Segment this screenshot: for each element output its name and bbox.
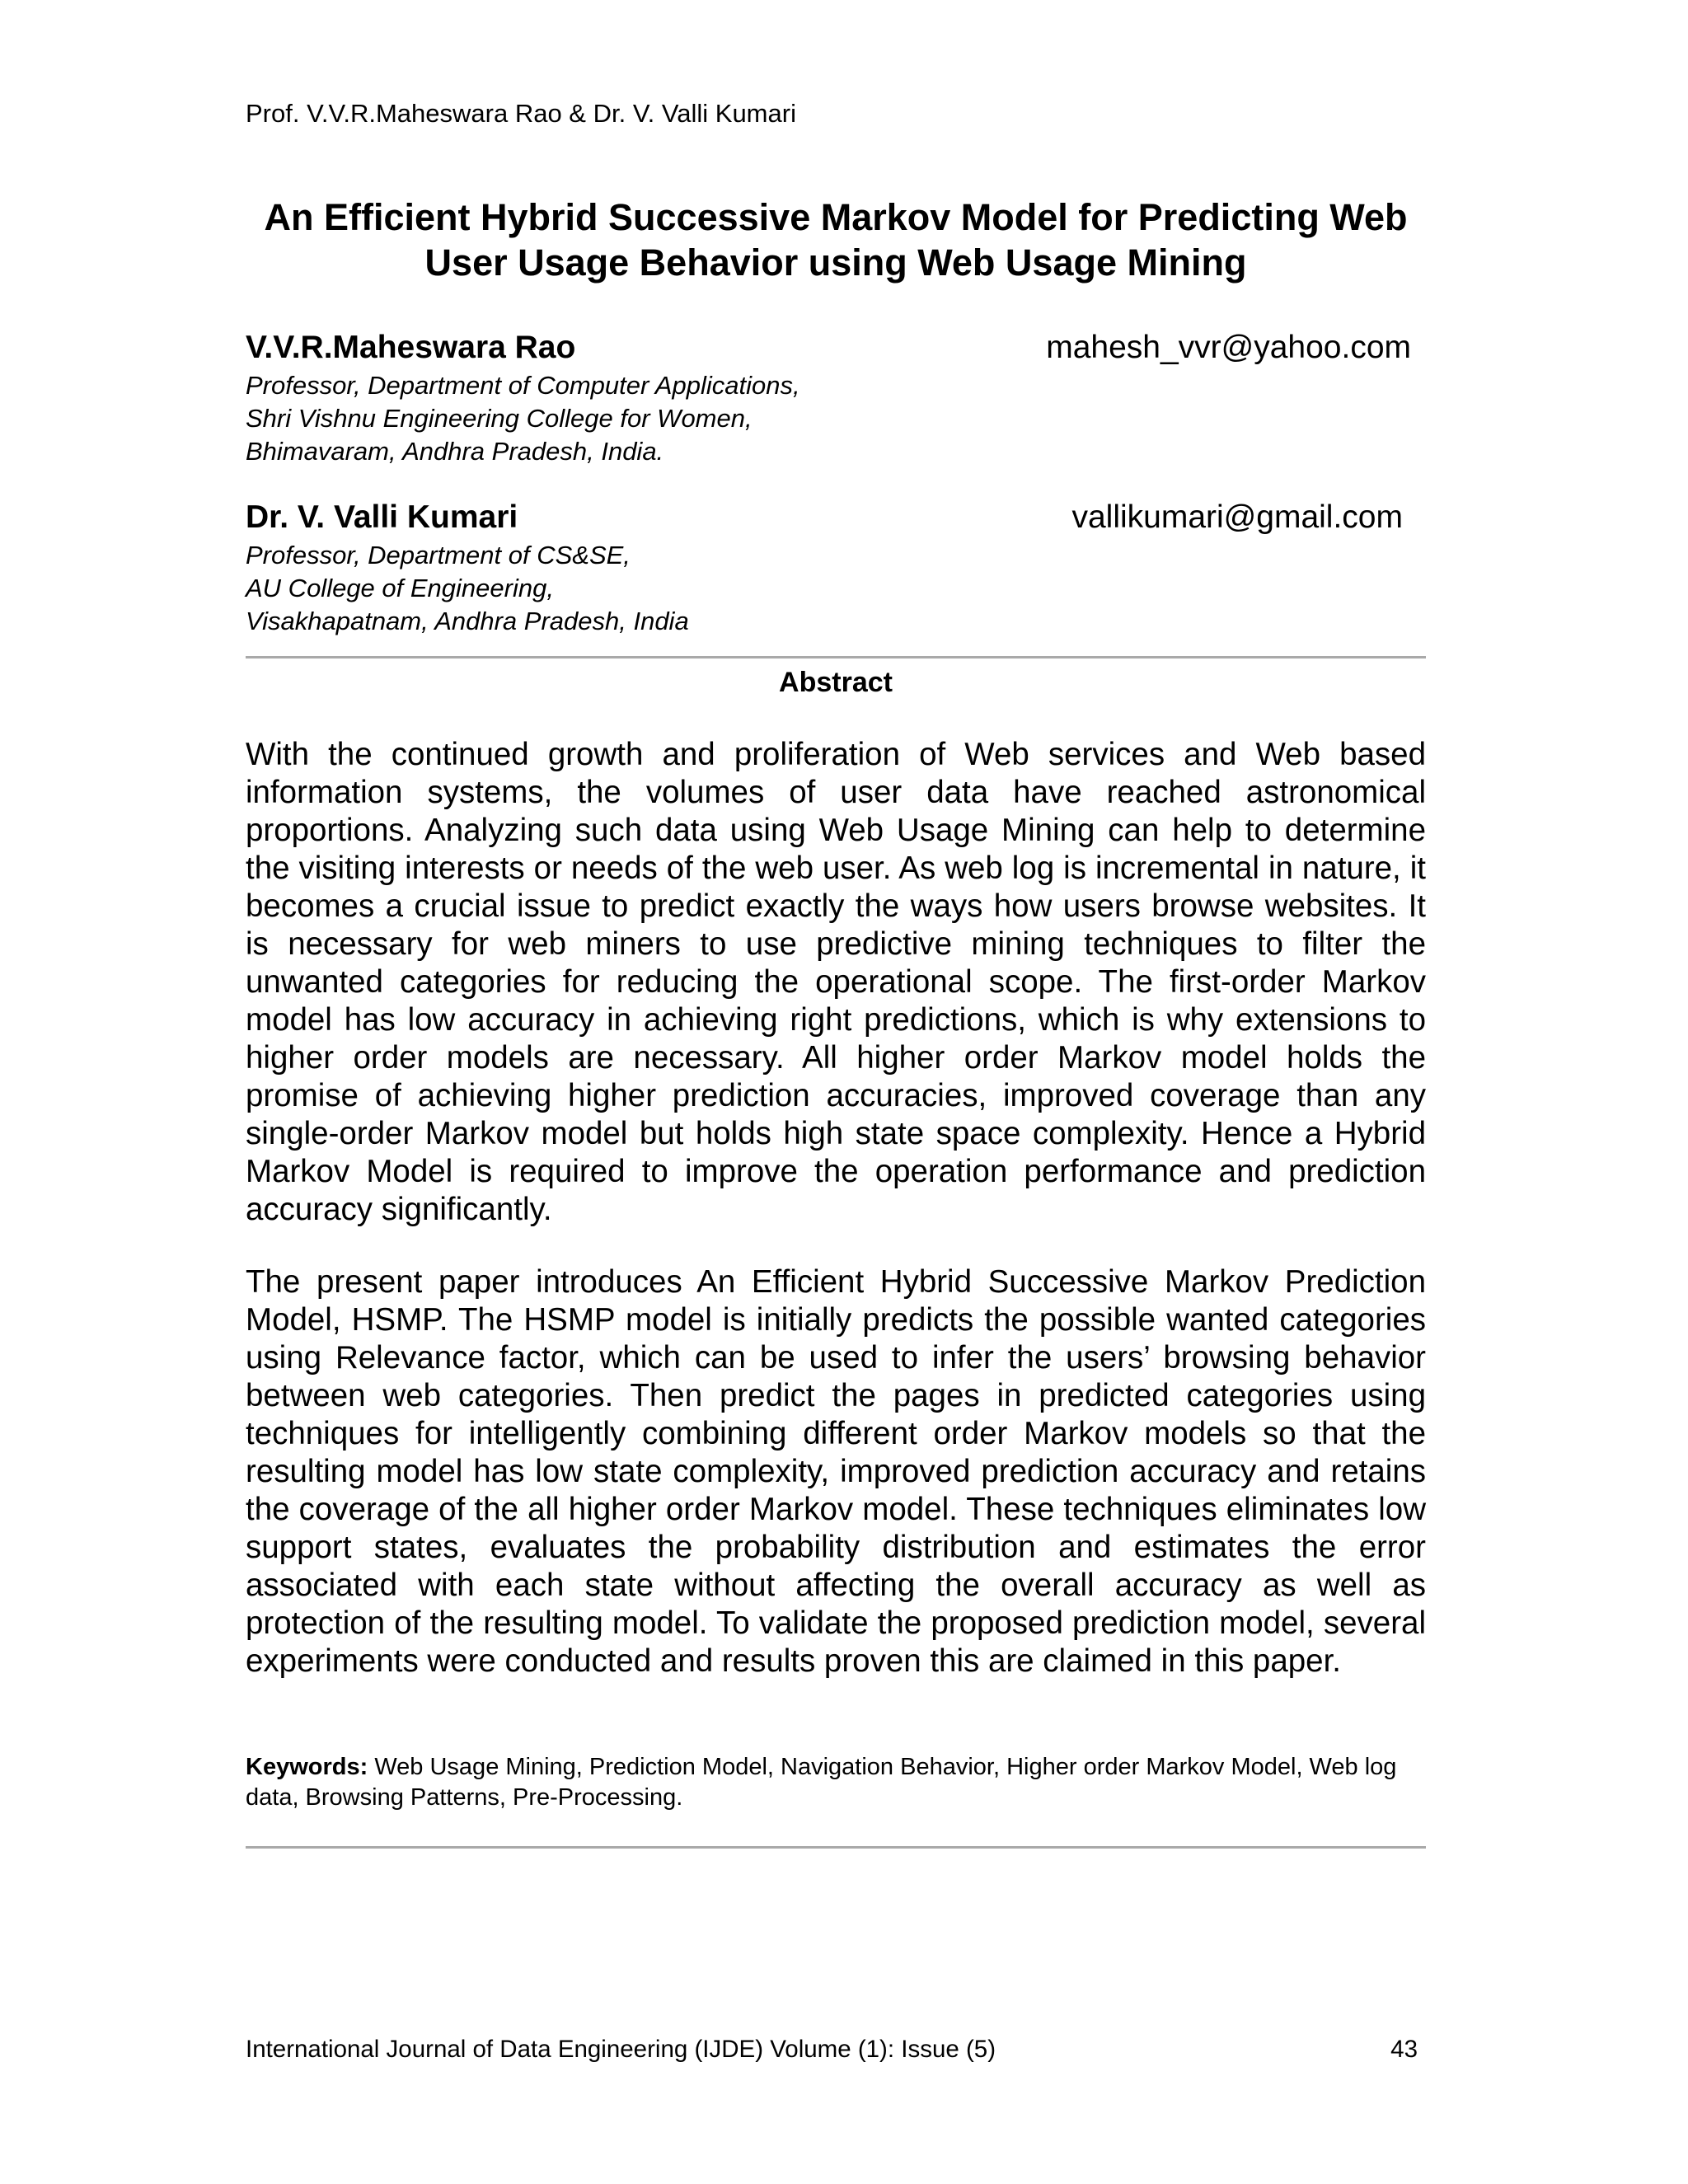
keywords-text: Web Usage Mining, Prediction Model, Navigation Behavior, Higher order Markov Model, Web log data, Browsing Patterns, Pre-Processing.: [246, 1754, 1397, 1811]
divider-rule: [246, 656, 1426, 658]
keywords: [246, 1752, 1426, 1813]
author-affiliation-line: Visakhapatnam, Andhra Pradesh, India: [246, 607, 689, 635]
paper-title: An Efficient Hybrid Successive Markov Model for Predicting Web User Usage Behavior using Web Usage Mining: [264, 196, 1408, 284]
author-affiliation-line: Professor, Department of Computer Applications,: [246, 371, 800, 400]
author-header: [246, 326, 1426, 369]
author-email: vallikumari@gmail.com: [1071, 499, 1403, 535]
author-affiliation-line: Bhimavaram, Andhra Pradesh, India.: [246, 437, 664, 466]
author-affiliation-line: Shri Vishnu Engineering College for Women,: [246, 404, 753, 433]
author-block: [246, 496, 1426, 638]
author-header: [246, 496, 1426, 539]
footer-journal: International Journal of Data Engineering (IJDE) Volume (1): Issue (5): [246, 2036, 996, 2063]
author-name: Dr. V. Valli Kumari: [246, 499, 518, 535]
keywords-label: Keywords:: [246, 1754, 368, 1780]
abstract-heading: Abstract: [779, 667, 893, 698]
author-name: V.V.R.Maheswara Rao: [246, 330, 576, 365]
abstract-paragraph: With the continued growth and proliferation of Web services and Web based information systems, the volumes of user data have reached astronomical proportions. Analyzing such data using Web Usage Mining can help to determine the visiting interests or needs of the web user. As web log is incremental in nature, it becomes a crucial issue to predict exactly the ways how users browse websites. It is necessary for web miners to use predictive mining techniques to filter the unwanted categories for reducing the operational scope. The first-order Markov model has low accuracy in achieving right predictions, which is why extensions to higher order models are necessary. All higher order Markov model holds the promise of achieving higher prediction accuracies, improved coverage than any single-order Markov model but holds high state space complexity. Hence a Hybrid Markov Model is required to improve the operation performance and prediction accuracy significantly.: [246, 737, 1426, 1227]
page-number: 43: [1390, 2036, 1418, 2063]
author-block: [246, 326, 1426, 468]
page-footer: [246, 2034, 1426, 2065]
author-affiliation-line: Professor, Department of CS&SE,: [246, 541, 631, 569]
author-affiliation-line: AU College of Engineering,: [246, 574, 554, 602]
author-email: mahesh_vvr@yahoo.com: [1046, 330, 1411, 365]
divider-rule: [246, 1846, 1426, 1849]
running-head: Prof. V.V.R.Maheswara Rao & Dr. V. Valli Kumari: [246, 99, 796, 128]
abstract-paragraph: The present paper introduces An Efficient Hybrid Successive Markov Prediction Model, HSMP. The HSMP model is initially predicts the possible wanted categories using Relevance factor, which can be used to infer the users’ browsing behavior between web categories. Then predict the pages in predicted categories using techniques for intelligently combining different order Markov models so that the resulting model has low state complexity, improved prediction accuracy and retains the coverage of the all higher order Markov model. These techniques eliminates low support states, evaluates the probability distribution and estimates the error associated with each state without affecting the overall accuracy as well as protection of the resulting model. To validate the proposed prediction model, several experiments were conducted and results proven this are claimed in this paper.: [246, 1264, 1426, 1679]
